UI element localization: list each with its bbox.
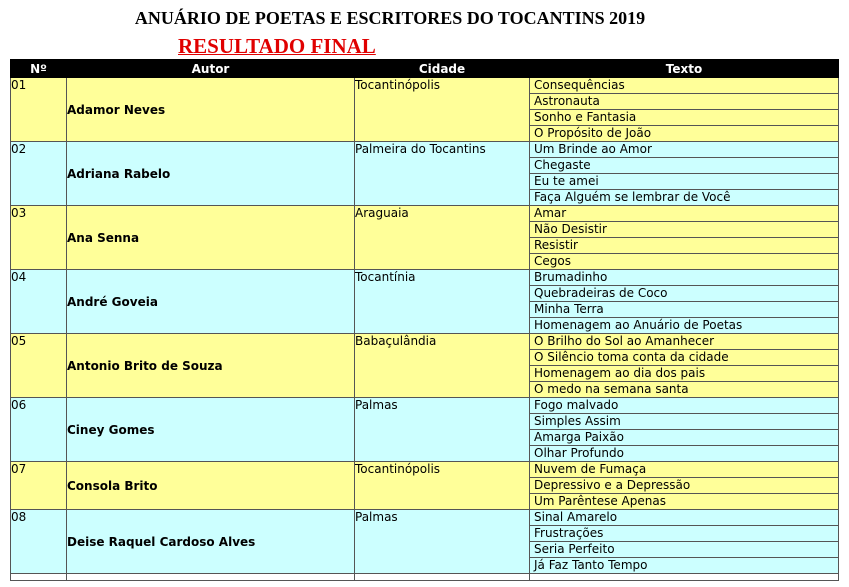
texts-cell — [530, 142, 839, 206]
texts-cell — [530, 78, 839, 142]
row-number: 06 — [11, 398, 67, 462]
city-name: Babaçulândia — [355, 334, 530, 398]
table-row-partial — [11, 574, 839, 581]
city-name: Palmas — [355, 398, 530, 462]
author-name: André Goveia — [67, 270, 355, 334]
texts-cell — [530, 510, 839, 574]
text-title: Consequências — [530, 78, 838, 94]
texts-cell — [530, 398, 839, 462]
row-number: 01 — [11, 78, 67, 142]
empty-cell — [67, 574, 355, 581]
result-subtitle: RESULTADO FINAL — [178, 34, 376, 58]
city-name: Araguaia — [355, 206, 530, 270]
text-title: Depressivo e a Depressão — [530, 478, 838, 494]
text-title: Chegaste — [530, 158, 838, 174]
table-row — [11, 270, 839, 334]
column-header-cidade: Cidade — [355, 60, 530, 78]
text-title: Já Faz Tanto Tempo — [534, 558, 648, 572]
text-title: Quebradeiras de Coco — [530, 286, 838, 302]
text-title: Homenagem ao Anuário de Poetas — [534, 318, 743, 332]
row-number: 04 — [11, 270, 67, 334]
texts-cell — [530, 462, 839, 510]
text-title: Frustrações — [530, 526, 838, 542]
row-number: 07 — [11, 462, 67, 510]
city-name: Tocantinópolis — [355, 462, 530, 510]
text-title: Minha Terra — [530, 302, 838, 318]
table-row — [11, 398, 839, 462]
text-title: Cegos — [534, 254, 571, 268]
column-header-autor: Autor — [67, 60, 355, 78]
text-title: Sinal Amarelo — [530, 510, 838, 526]
empty-cell — [11, 574, 67, 581]
table-row — [11, 142, 839, 206]
text-title: Astronauta — [530, 94, 838, 110]
city-name: Tocantinópolis — [355, 78, 530, 142]
texts-cell — [530, 270, 839, 334]
city-name: Tocantínia — [355, 270, 530, 334]
author-name: Consola Brito — [67, 462, 355, 510]
city-name: Palmeira do Tocantins — [355, 142, 530, 206]
text-title: Amarga Paixão — [530, 430, 838, 446]
text-title: Resistir — [530, 238, 838, 254]
text-title: Sonho e Fantasia — [530, 110, 838, 126]
author-name: Ciney Gomes — [67, 398, 355, 462]
empty-cell — [355, 574, 530, 581]
row-number: 02 — [11, 142, 67, 206]
row-number: 03 — [11, 206, 67, 270]
results-table — [10, 59, 839, 581]
author-name: Adriana Rabelo — [67, 142, 355, 206]
text-title: Eu te amei — [530, 174, 838, 190]
table-header-row — [11, 60, 839, 78]
text-title: Nuvem de Fumaça — [530, 462, 838, 478]
text-title: Faça Alguém se lembrar de Você — [534, 190, 731, 204]
table-row — [11, 510, 839, 574]
column-header-texto: Texto — [530, 60, 839, 78]
text-title: Amar — [530, 206, 838, 222]
author-name: Deise Raquel Cardoso Alves — [67, 510, 355, 574]
texts-cell — [530, 334, 839, 398]
text-title: Fogo malvado — [530, 398, 838, 414]
text-title: Um Parêntese Apenas — [534, 494, 666, 508]
empty-cell — [530, 574, 839, 581]
text-title: O Propósito de João — [534, 126, 652, 140]
table-row — [11, 206, 839, 270]
text-title: Não Desistir — [530, 222, 838, 238]
texts-cell — [530, 206, 839, 270]
text-title: O Silêncio toma conta da cidade — [530, 350, 838, 366]
row-number: 08 — [11, 510, 67, 574]
row-number: 05 — [11, 334, 67, 398]
author-name: Adamor Neves — [67, 78, 355, 142]
text-title: Olhar Profundo — [534, 446, 624, 460]
text-title: Um Brinde ao Amor — [530, 142, 838, 158]
table-row — [11, 462, 839, 510]
text-title: Brumadinho — [530, 270, 838, 286]
column-header-num: Nº — [11, 60, 67, 78]
city-name: Palmas — [355, 510, 530, 574]
table-row — [11, 78, 839, 142]
text-title: Simples Assim — [530, 414, 838, 430]
text-title: Homenagem ao dia dos pais — [530, 366, 838, 382]
author-name: Ana Senna — [67, 206, 355, 270]
table-body — [11, 78, 839, 581]
table-row — [11, 334, 839, 398]
text-title: O Brilho do Sol ao Amanhecer — [530, 334, 838, 350]
author-name: Antonio Brito de Souza — [67, 334, 355, 398]
document-title: ANUÁRIO DE POETAS E ESCRITORES DO TOCANTINS 2019 — [134, 8, 646, 28]
text-title: Seria Perfeito — [530, 542, 838, 558]
text-title: O medo na semana santa — [534, 382, 689, 396]
